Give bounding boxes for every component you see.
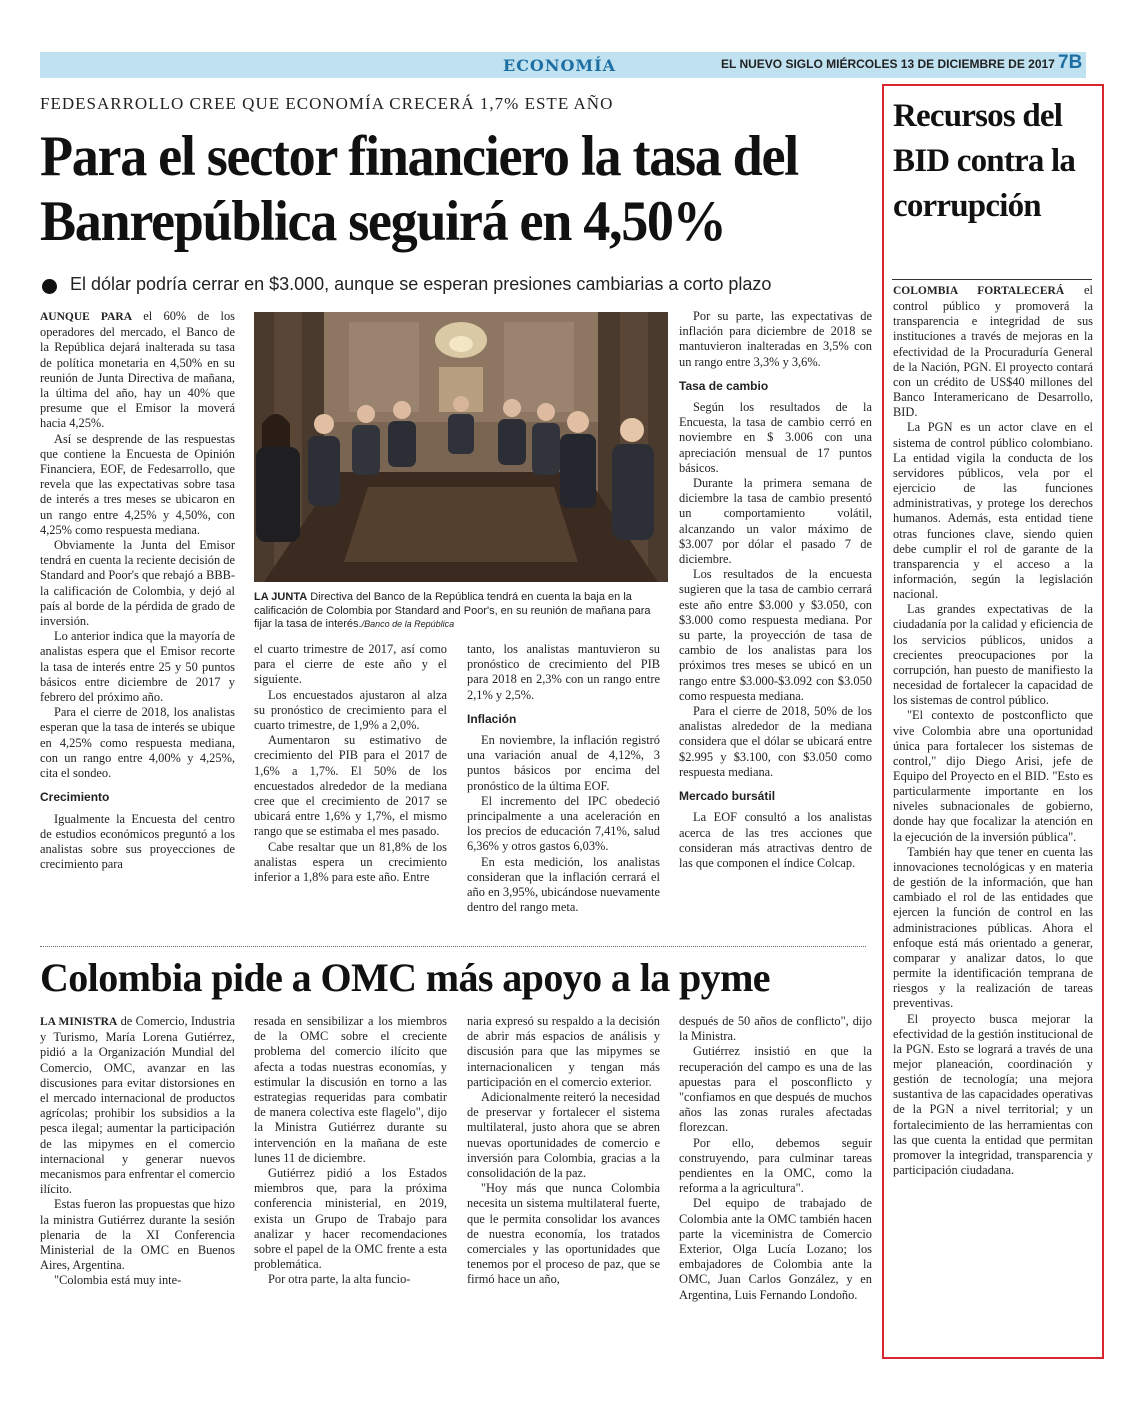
paragraph: "Hoy más que nunca Colombia necesita un sistema multilateral fuerte, que le permita consolidar los avances de nuestra economía, los tratados comerciales y las oportunidades que tenemos por el proceso de paz, que se firmó hace un año, bbox=[467, 1181, 660, 1287]
lead-in: COLOMBIA FORTALECERÁ bbox=[893, 285, 1065, 297]
section-divider bbox=[40, 946, 866, 947]
paragraph: resada en sensibilizar a los miembros de la OMC sobre el creciente problema del comercio ilícito que afecta a todas nuestras economías, y estimular la discusión en torno a las estrategias requeridas para combatir de manera colectiva este flagelo", dijo la Ministra Gutiérrez durante su intervención en la mañana de este lunes 11 de diciembre. bbox=[254, 1014, 447, 1165]
paragraph: En noviembre, la inflación registró una variación anual de 4,12%, 3 puntos básicos por encima del pronóstico de la última EOF. bbox=[467, 733, 660, 793]
paragraph: Por ello, debemos seguir construyendo, para culminar tareas pendientes en la OMC, como la reforma a la agricultura". bbox=[679, 1135, 872, 1196]
main-column-1: AUNQUE PARA el 60% de los operadores del mercado, el Banco de la República dejará inalterada su tasa de política monetaria en 4,50% en su reunión de Junta Directiva de mañana, la última del año, hay un 40% que presume que el Emisor la moverá hacia 4,25%. Así se desprende de las respuestas que contiene la Encuesta de Opinión Financiera, EOF, de Fedesarrollo, que revela que las expectativas sobre tasa de interés a tres meses se ubicaron en un rango entre 4,25% y 4,50%, con 4,25% como respuesta mediana. Obviamente la Junta del Emisor tendrá en cuenta la reciente decisión de Standard and Poor's que rebajó a BBB- la calificación de Colombia, y dejó al país al borde de la pérdida de grado de inversión. Lo anterior indica que la mayoría de analistas espera que el Emisor recorte la tasa de interés entre 25 y 50 puntos básicos entre diciembre de 2017 y febrero del próximo año. Para el cierre de 2018, los analistas esperan que la tasa de interés se ubique en 4,25% como respuesta mediana, con un rango entre 4,00% y 4,25%, cita el sondeo. Crecimiento Igualmente la Encuesta del centro de estudios económicos preguntó a los analistas sobre sus proyecciones de crecimiento para bbox=[40, 309, 235, 872]
paragraph: Adicionalmente reiteró la necesidad de preservar y fortalecer el sistema multilateral, justo ahora que se abren nuevas oportunidades de comercio e inversión para Colombia, gracias a la consolidación de la paz. bbox=[467, 1090, 660, 1181]
photo-credit: /Banco de la República bbox=[361, 619, 455, 629]
subheading: Crecimiento bbox=[40, 790, 110, 805]
paragraph: "Colombia está muy inte- bbox=[54, 1273, 182, 1288]
paragraph: También hay que tener en cuenta las innovaciones tecnológicas y en materia de gestión de la información, que han cambiado el rol de las entidades que ejercen la función de control en las administraciones públicas. Ahora el enfoque está más orientado a generar, comparar y analizar datos, lo que permite la identificación temprana de riesgos y la realización de tareas preventivas. bbox=[893, 844, 1093, 1011]
paragraph: Cabe resaltar que un 81,8% de los analistas espera un crecimiento inferior a 1,8% para este año. Entre bbox=[254, 839, 447, 885]
main-column-4 bbox=[679, 309, 872, 871]
board-meeting-photo bbox=[254, 312, 668, 582]
paragraph: El proyecto busca mejorar la efectividad de la gestión institucional de la PGN. Esto se logrará a través de una mejor planeación, coordinación y gestión de tecnología; una mejora sustantiva de las capacidades operativas de la PGN a nivel territorial; y un fortalecimiento de las herramientas con las que cuenta la entidad que permitan promover la integridad, transparencia y participación ciudadana. bbox=[893, 1011, 1093, 1178]
caption-lead: LA JUNTA bbox=[254, 591, 308, 603]
paragraph: tanto, los analistas mantuvieron su pronóstico de crecimiento del PIB para 2018 en 2,3% con un rango entre 2,1% y 2,5%. bbox=[467, 642, 660, 702]
paragraph: después de 50 años de conflicto", dijo la Ministra. bbox=[679, 1014, 872, 1044]
paragraph: Obviamente la Junta del Emisor tendrá en cuenta la reciente decisión de Standard and Poor's que rebajó a BBB- la calificación de Colombia, y dejó al país al borde de la pérdida de grado de inversión. bbox=[40, 538, 235, 629]
paragraph: Del equipo de trabajado de Colombia ante la OMC también hacen parte la viceministra de Comercio Exterior, Olga Lucía Lozano; los embajadores de Colombia ante la OMC, Juan Carlos González, y en Argentina, Luis Fernando Londoño. bbox=[679, 1196, 872, 1302]
paragraph: Los resultados de la encuesta sugieren que la tasa de cambio cerrará este año entre $3.000 y $3.050, con $3.000 como respuesta mediana. Por su parte, la proyección de tasa de cambio de los analistas para los próximos tres meses se ubicó en un rango entre $3.000-$3.092 con $3.050 como respuesta mediana. bbox=[679, 567, 872, 703]
sidebar-rule bbox=[892, 279, 1092, 280]
paragraph: "El contexto de postconflicto que vive Colombia abre una oportunidad única para fortalecer los sistemas de control," dijo Diego Arisi, jefe de Equipo del Proyecto en el BID. "Esto es particularmente importante en los niveles subnacionales de gobierno, donde hay que focalizar la atención en la ejecución de la inversión pública". bbox=[893, 708, 1093, 844]
paragraph: Para el cierre de 2018, 50% de los analistas alrededor de la mediana considera que el dólar se ubicará entre $2.995 y $3.100, con $3.050 como respuesta mediana. bbox=[679, 704, 872, 779]
paragraph: La EOF consultó a los analistas acerca de las tres acciones que consideran más atractivas dentro de las que componen el índice Colcap. bbox=[679, 810, 872, 870]
paragraph: Igualmente la Encuesta del centro de estudios económicos preguntó a los analistas sobre sus proyecciones de crecimiento para bbox=[40, 811, 235, 872]
second-column-4 bbox=[679, 1014, 872, 1303]
paragraph: Según los resultados de la Encuesta, la tasa de cambio cerró en noviembre en $ 3.006 con una apreciación mensual de 17 puntos básicos. bbox=[679, 400, 872, 475]
article-deck: El dólar podría cerrar en $3.000, aunque se esperan presiones cambiarias a corto plazo bbox=[70, 274, 772, 294]
masthead-date: EL NUEVO SIGLO MIÉRCOLES 13 DE DICIEMBRE DE 2017 bbox=[721, 57, 1055, 71]
second-column-3 bbox=[467, 1014, 660, 1288]
lead-in: AUNQUE PARA bbox=[40, 311, 132, 323]
paragraph: Lo anterior indica que la mayoría de analistas espera que el Emisor recorte la tasa de interés entre 25 y 50 puntos básicos entre diciembre de 2017 y febrero del próximo año. bbox=[40, 629, 235, 705]
bullet-dot-icon bbox=[42, 279, 57, 294]
paragraph: Para el cierre de 2018, los analistas esperan que la tasa de interés se ubique en 4,25% como respuesta mediana, con un rango entre 4,00% y 4,25%, cita el sondeo. bbox=[40, 705, 235, 781]
main-column-2 bbox=[254, 642, 447, 885]
paragraph: el cuarto trimestre de 2017, así como para el cierre de este año y el siguiente. bbox=[254, 642, 447, 687]
paragraph: Gutiérrez insistió en que la recuperación del campo es una de las apuestas para el posconflicto y "confiamos en que después de muchos años las zonas rurales afectadas florezcan. bbox=[679, 1044, 872, 1135]
article-headline: Para el sector financiero la tasa del Banrepública seguirá en 4,50% bbox=[40, 125, 798, 253]
paragraph: Gutiérrez pidió a los Estados miembros que, para la próxima conferencia ministerial, en 2019, exista un Grupo de Trabajo para analizar y hacer recomendaciones sobre el papel de la OMC frente a esta problemática. bbox=[254, 1166, 447, 1272]
subheading: Tasa de cambio bbox=[679, 378, 769, 393]
paragraph: naria expresó su respaldo a la decisión de abrir más espacios de análisis y discusión para que las mipymes se internacionalicen y tengan más participación en el comercio exterior. bbox=[467, 1014, 660, 1089]
main-column-3 bbox=[467, 642, 660, 915]
sidebar-column: COLOMBIA FORTALECERÁ el control público y promoverá la transparencia e integridad de sus instituciones a través de mejoras en la efectividad de la Procuraduría General de la Nación, PGN. El proyecto contará con un crédito de US$40 millones del Banco Interamericano de Desarrollo, BID. La PGN es un actor clave en el sistema de control público colombiano. La entidad vigila la conducta de los servidores públicos, vela por el ejercicio de las funciones administrativas, y protege los derechos humanos. Además, esta entidad tiene otras funciones clave, siendo quien debe cumplir el rol de garante de la transparencia y el acceso a la información, según la legislación nacional. Las grandes expectativas de la ciudadanía por la calidad y eficiencia de los servicios públicos, unidos a crecientes preocupaciones por la corrupción, han puesto de manifiesto la necesidad de fortalecer la capacidad de los sistemas de control público. "El contexto de postconflicto que vive Colombia abre una oportunidad única para fortalecer los sistemas de control," dijo Diego Arisi, jefe de Equipo del Proyecto en el BID. "Esto es particularmente importante en los niveles subnacionales de gobierno, donde hay que focalizar la atención en la ejecución de la inversión pública". También hay que tener en cuenta las innovaciones tecnológicas y en materia de gestión de la información, que han cambiado el rol de las entidades que ejercen la función de control en las administraciones públicas. Ahora el enfoque está más orientado a generar, comparar y analizar datos, lo que permite la identificación temprana de riesgos y la realización de tareas preventivas. El proyecto busca mejorar la efectividad de la gestión institucional de la PGN. Esto se logrará a través de una mejor planeación, coordinación y gestión de tecnología; una mejora sustantiva de las capacidades operativas de la PGN a nivel territorial; y un fortalecimiento de las herramientas con las que cuenta la entidad que permitan promover la integridad, transparencia y participación ciudadana. bbox=[893, 283, 1093, 1178]
sidebar-title: Recursos del BID contra la corrupción bbox=[893, 98, 1076, 224]
article-kicker: FEDESARROLLO CREE QUE ECONOMÍA CRECERÁ 1,7% ESTE AÑO bbox=[40, 94, 614, 113]
paragraph: Así se desprende de las respuestas que contiene la Encuesta de Opinión Financiera, EOF, de Fedesarrollo, que revela que las expectativas sobre tasa de interés a tres meses se ubicaron en un rango entre 4,25% y 4,50%, con 4,25% como respuesta mediana. bbox=[40, 431, 235, 537]
lead-in: LA MINISTRA bbox=[40, 1016, 118, 1028]
paragraph: Por su parte, las expectativas de inflación para diciembre de 2018 se mantuvieron inalteradas en 3,5% con un rango entre 3,3% y 3,6%. bbox=[679, 309, 872, 369]
subheading: Inflación bbox=[467, 711, 517, 726]
paragraph: Aumentaron su estimativo de crecimiento del PIB para el 2017 de 1,6% a 1,7%. El 50% de los encuestados alrededor de la mediana cree que el crecimiento de 2017 se ubicará entre 1,6% y 1,7%, el mismo rango que se estimaba el mes pasado. bbox=[254, 733, 447, 839]
paragraph: En esta medición, los analistas consideran que la inflación cerrará el año en 3,95%, ubicándose nuevamente dentro del rango meta. bbox=[467, 854, 660, 915]
caption-text: Directiva del Banco de la República tendrá en cuenta la baja en la calificación de Colombia por Standard and Poor's, en su reunión de mañana para fijar la tasa de interés. bbox=[254, 591, 651, 630]
paragraph: Los encuestados ajustaron al alza su pronóstico de crecimiento para el cuarto trimestre, de 1,9% a 2,0%. bbox=[254, 687, 447, 733]
paragraph: Estas fueron las propuestas que hizo la ministra Gutiérrez durante la sesión plenaria de la XI Conferencia Ministerial de la OMC en Buenos Aires, Argentina. bbox=[40, 1197, 235, 1273]
section-label: ECONOMÍA bbox=[503, 56, 617, 75]
second-column-2 bbox=[254, 1014, 447, 1288]
paragraph: La PGN es un actor clave en el sistema de control público colombiano. La entidad vigila la conducta de los servidores públicos, vela por el ejercicio de las funciones administrativas, y protege los derechos humanos. Además, esta entidad tiene otras funciones clave, siendo quien debe cumplir el rol de garante de la transparencia y el acceso a la información, según la legislación nacional. bbox=[893, 420, 1093, 602]
photo-illustration bbox=[254, 312, 668, 582]
photo-caption bbox=[254, 591, 668, 632]
paragraph: El incremento del IPC obedeció principalmente a una aceleración en los precios de educación 7,41%, salud 6,36% y otros gastos 6,03%. bbox=[467, 793, 660, 854]
page-number: 7B bbox=[1058, 52, 1083, 73]
second-column-1: LA MINISTRA de Comercio, Industria y Turismo, María Lorena Gutiérrez, pidió a la Organización Mundial del Comercio, OMC, avanzar en las discusiones para evitar distorsiones en el mercado internacional de productos agrícolas; prohibir los subsidios a la pesca ilegal; aumentar la participación de las mipymes en el comercio internacional y generar nuevos mecanismos para enfrentar el comercio ilícito. Estas fueron las propuestas que hizo la ministra Gutiérrez durante la sesión plenaria de la XI Conferencia Ministerial de la OMC en Buenos Aires, Argentina. "Colombia está muy inte- bbox=[40, 1014, 235, 1288]
subheading: Mercado bursátil bbox=[679, 789, 776, 804]
second-headline: Colombia pide a OMC más apoyo a la pyme bbox=[40, 955, 770, 1000]
paragraph: Durante la primera semana de diciembre la tasa de cambio presentó un comportamiento volátil, alcanzando un valor máximo de $3.007 por dólar el pasado 7 de diciembre. bbox=[679, 476, 872, 567]
paragraph: Por otra parte, la alta funcio- bbox=[268, 1272, 411, 1287]
paragraph: Las grandes expectativas de la ciudadanía por la calidad y eficiencia de los servicios públicos, unidos a crecientes preocupaciones por la corrupción, han puesto de manifiesto la necesidad de fortalecer la capacidad de los sistemas de control público. bbox=[893, 602, 1093, 708]
